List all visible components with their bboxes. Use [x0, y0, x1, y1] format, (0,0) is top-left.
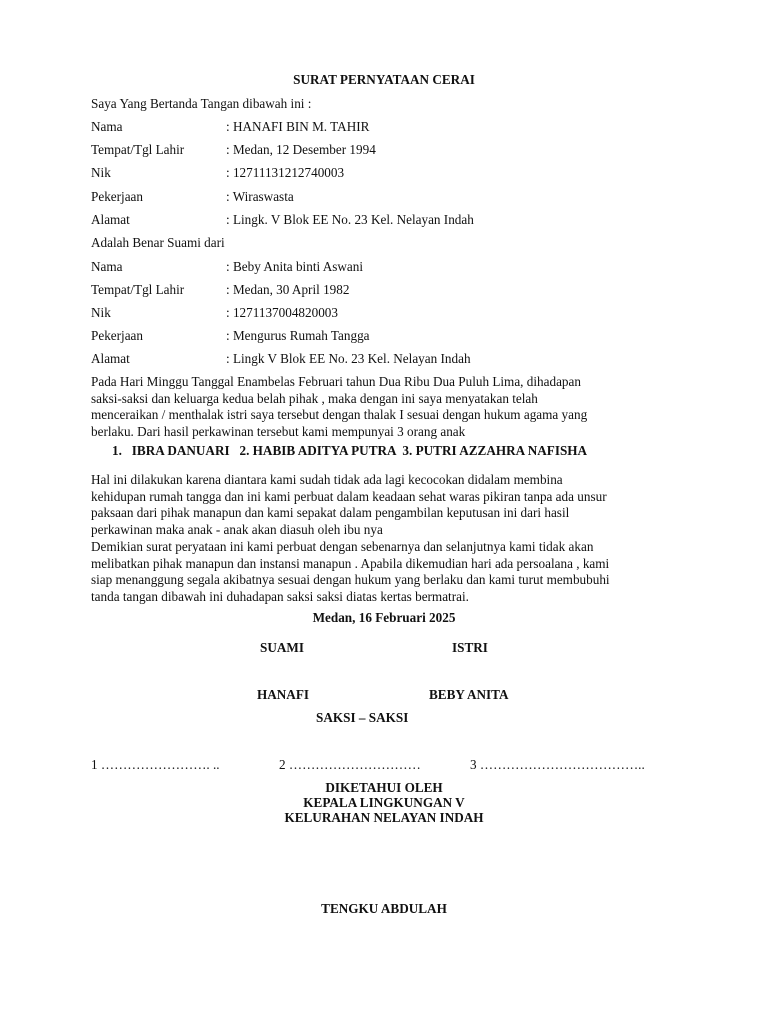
husband-job-label: Pekerjaan — [91, 189, 143, 204]
wife-address-label: Alamat — [91, 351, 130, 366]
husband-name-label: Nama — [91, 119, 123, 134]
reason-line: siap menanggung segala akibatnya sesuai dengan hukum yang berlaku dan kami turut membubuhi — [91, 572, 610, 588]
statement-line: menceraikan / menthalak istri saya tersebut dengan thalak I sesuai dengan hukum agama yang — [91, 407, 588, 423]
husband-name-value: : HANAFI BIN M. TAHIR — [226, 119, 370, 134]
wife-job-value: : Mengurus Rumah Tangga — [226, 328, 370, 343]
reason-line: melibatkan pihak manapun dan instansi manapun . Apabila dikemudian hari ada persoalana , kami — [91, 555, 610, 571]
witness-2-line: 2 ………………………… — [279, 757, 421, 772]
wife-role-label: ISTRI — [452, 640, 488, 655]
reason-line: tanda tangan dibawah ini duhadapan saksi saksi diatas kertas bermatrai. — [91, 588, 469, 604]
date-place: Medan, 16 Februari 2025 — [312, 610, 456, 625]
statement-line: berlaku. Dari hasil perkawinan tersebut kami mempunyai 3 orang anak — [91, 424, 466, 440]
witness-1-line: 1 ……………………. .. — [91, 757, 220, 772]
statement-line: saksi-saksi dan keluarga kedua belah pihak , maka dengan ini saya menyatakan telah — [91, 390, 538, 406]
wife-job-label: Pekerjaan — [91, 328, 143, 343]
reason-line: kehidupan rumah tangga dan ini kami perbuat dalam keadaan sehat waras pikiran tanpa ada unsur — [91, 488, 607, 504]
intro-text: Saya Yang Bertanda Tangan dibawah ini : — [91, 96, 312, 111]
statement-paragraph — [91, 374, 691, 441]
husband-birth-label: Tempat/Tgl Lahir — [91, 142, 185, 157]
husband-job-value: : Wiraswasta — [226, 189, 294, 204]
acknowledged-signer: TENGKU ABDULAH — [321, 901, 447, 916]
acknowledged-line-3: KELURAHAN NELAYAN INDAH — [284, 810, 484, 825]
wife-nik-label: Nik — [91, 305, 111, 320]
statement-line: Pada Hari Minggu Tanggal Enambelas Februari tahun Dua Ribu Dua Puluh Lima, dihadapan — [91, 374, 581, 389]
wife-birth-value: : Medan, 30 April 1982 — [226, 282, 350, 297]
relation-text: Adalah Benar Suami dari — [91, 235, 225, 250]
witness-heading: SAKSI – SAKSI — [316, 710, 409, 725]
reason-line: perkawinan maka anak - anak akan diasuh oleh ibu nya — [91, 522, 383, 538]
reason-line: paksaan dari pihak manapun dan kami sepakat dalam pengambilan keputusan ini dari hasil — [91, 505, 570, 521]
wife-signature-name: BEBY ANITA — [429, 687, 509, 702]
witness-3-line: 3 ……………………………….. — [470, 757, 645, 772]
husband-birth-value: : Medan, 12 Desember 1994 — [226, 142, 376, 157]
wife-address-value: : Lingk V Blok EE No. 23 Kel. Nelayan Indah — [226, 351, 471, 366]
husband-address-value: : Lingk. V Blok EE No. 23 Kel. Nelayan Indah — [226, 212, 474, 227]
acknowledged-line-1: DIKETAHUI OLEH — [325, 780, 443, 795]
wife-nik-value: : 1271137004820003 — [226, 305, 338, 320]
wife-birth-label: Tempat/Tgl Lahir — [91, 282, 185, 297]
acknowledged-line-2: KEPALA LINGKUNGAN V — [303, 795, 465, 810]
document-title: SURAT PERNYATAAN CERAI — [293, 72, 475, 87]
wife-name-value: : Beby Anita binti Aswani — [226, 259, 363, 274]
husband-signature-name: HANAFI — [257, 687, 310, 702]
wife-name-label: Nama — [91, 259, 123, 274]
reason-paragraph — [91, 472, 691, 606]
husband-nik-label: Nik — [91, 165, 111, 180]
reason-line: Hal ini dilakukan karena diantara kami sudah tidak ada lagi kecocokan didalam membina — [91, 472, 563, 487]
reason-line: Demikian surat peryataan ini kami perbuat dengan sebenarnya dan selanjutnya kami tidak akan — [91, 538, 594, 554]
husband-address-label: Alamat — [91, 212, 130, 227]
husband-nik-value: : 12711131212740003 — [226, 165, 345, 180]
children-list: 1. IBRA DANUARI 2. HABIB ADITYA PUTRA 3. PUTRI AZZAHRA NAFISHA — [112, 443, 588, 458]
husband-role-label: SUAMI — [260, 640, 304, 655]
